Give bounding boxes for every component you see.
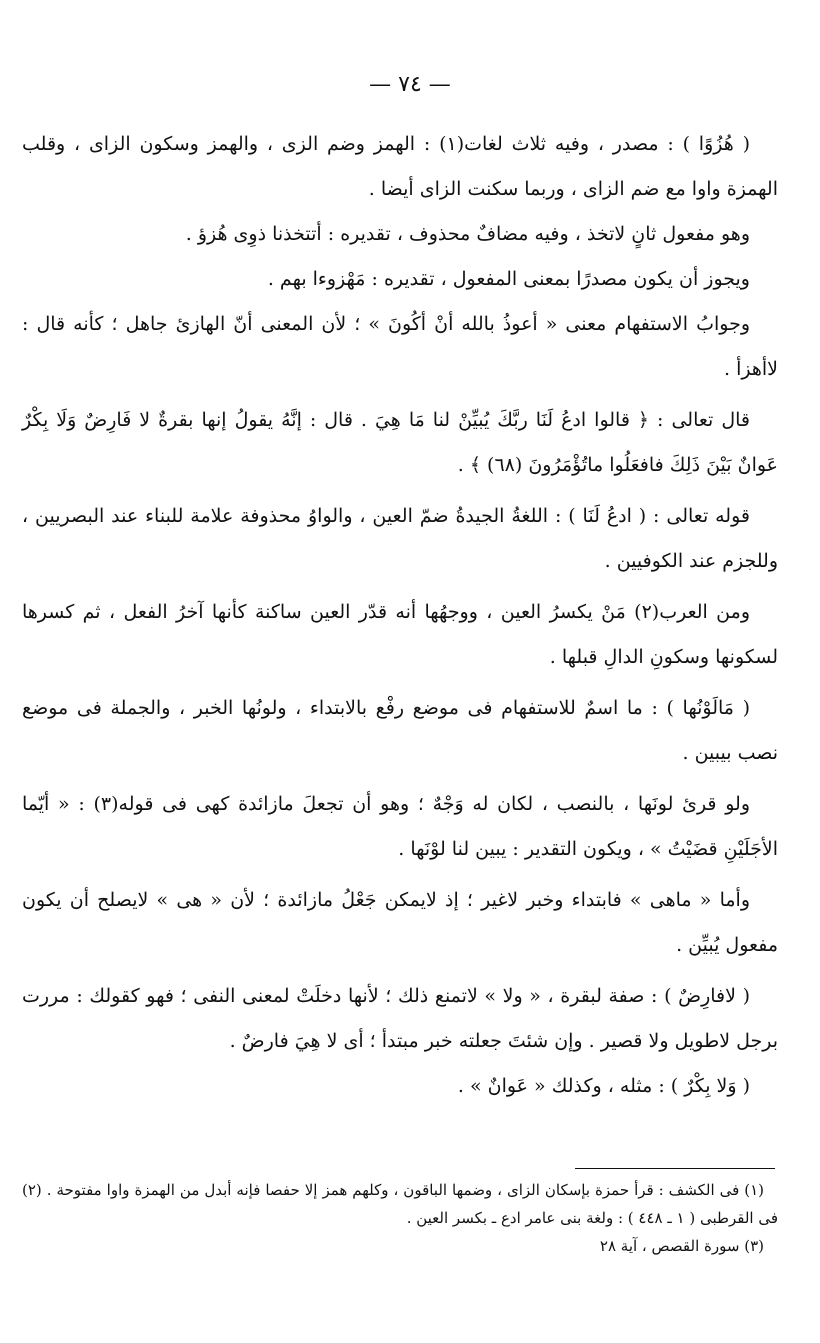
paragraph: ( مَالَوْنُها ) : ما اسمٌ للاستفهام فى موضع رفْع بالابتداء ، ولونُها الخبر ، والجملة فى موضع نصب بيبين . [22,697,778,764]
body-text [22,122,778,1109]
footnote-divider [575,1168,775,1169]
footnote: (١) فى الكشف : قرأ حمزة بإسكان الزاى ، وضمها الباقون ، وكلهم همز إلا حفصا فإنه أبدل من الهمزة واوا مفتوحة . (٢) فى القرطبى ( ١ ـ ٤٤٨ ) : ولغة بنى عامر ادع ـ بكسر العين . [22,1181,778,1227]
paragraph: ( هُزُوًا ) : مصدر ، وفيه ثلاث لغات(١) : الهمز وضم الزى ، والهمز وسكون الزاى ، وقلب الهمزة واوا مع ضم الزاى ، وربما سكنت الزاى أيضا . [22,133,778,200]
footnotes [22,1176,778,1260]
footnote: (٣) سورة القصص ، آية ٢٨ [599,1237,764,1255]
paragraph: وجوابُ الاستفهام معنى « أعوذُ بالله أنْ أكُونَ » ؛ لأن المعنى أنّ الهازئ جاهل ؛ كأنه قال : لاأهزأ . [22,313,778,380]
paragraph: ومن العرب(٢) مَنْ يكسرُ العين ، ووجهُها أنه قدّر العين ساكنة كأنها آخرُ الفعل ، ثم كسرها لسكونها وسكونِ الدالِ قبلها . [22,601,778,668]
paragraph: قوله تعالى : ( ادعُ لَنَا ) : اللغةُ الجيدةُ ضمّ العين ، والواوُ محذوفة علامة للبناء عند البصريين ، وللجزم عند الكوفيين . [22,505,778,572]
paragraph: ولو قرئ لونَها ، بالنصب ، لكان له وَجْهٌ ؛ وهو أن تجعلَ مازائدة كهى فى قوله(٣) : « أيّما الأجَلَيْنِ قضَيْتُ » ، ويكون التقدير : يبين لنا لوْنَها . [22,793,778,860]
quran-verse-paragraph: قال تعالى : ﴿ قالوا ادعُ لَنَا ربَّكَ يُبيِّنْ لنا مَا هِيَ . قال : إنَّهُ يقولُ إنها بقرةٌ لا فَارِضٌ وَلَا بِكْرٌ عَوانٌ بَيْنَ ذَلِكَ فافعَلُوا ماتُؤْمَرُونَ (٦٨) ﴾ . [22,409,778,476]
paragraph: ( وَلا بِكْرٌ ) : مثله ، وكذلك « عَوانٌ » . [457,1075,750,1097]
page-number: — ٧٤ — [369,72,451,97]
paragraph: وهو مفعول ثانٍ لاتخذ ، وفيه مضافٌ محذوف ، تقديره : أتتخذنا ذوِى هُزؤ . [185,223,750,245]
paragraph: ويجوز أن يكون مصدرًا بمعنى المفعول ، تقديره : مَهْزوءا بهم . [267,268,750,290]
paragraph: وأما « ماهى » فابتداء وخبر لاغير ؛ إذ لايمكن جَعْلُ مازائدة ؛ لأن « هى » لايصلح أن يكون مفعول يُبيِّن . [22,889,778,956]
paragraph: ( لافارِضٌ ) : صفة لبقرة ، « ولا » لاتمنع ذلك ؛ لأنها دخلَتْ لمعنى النفى ؛ فهو كقولك : مررت برجل لاطويل ولا قصير . وإن شئتَ جعلته خبر مبتدأ ؛ أى لا هِيَ فارضٌ . [22,985,778,1052]
